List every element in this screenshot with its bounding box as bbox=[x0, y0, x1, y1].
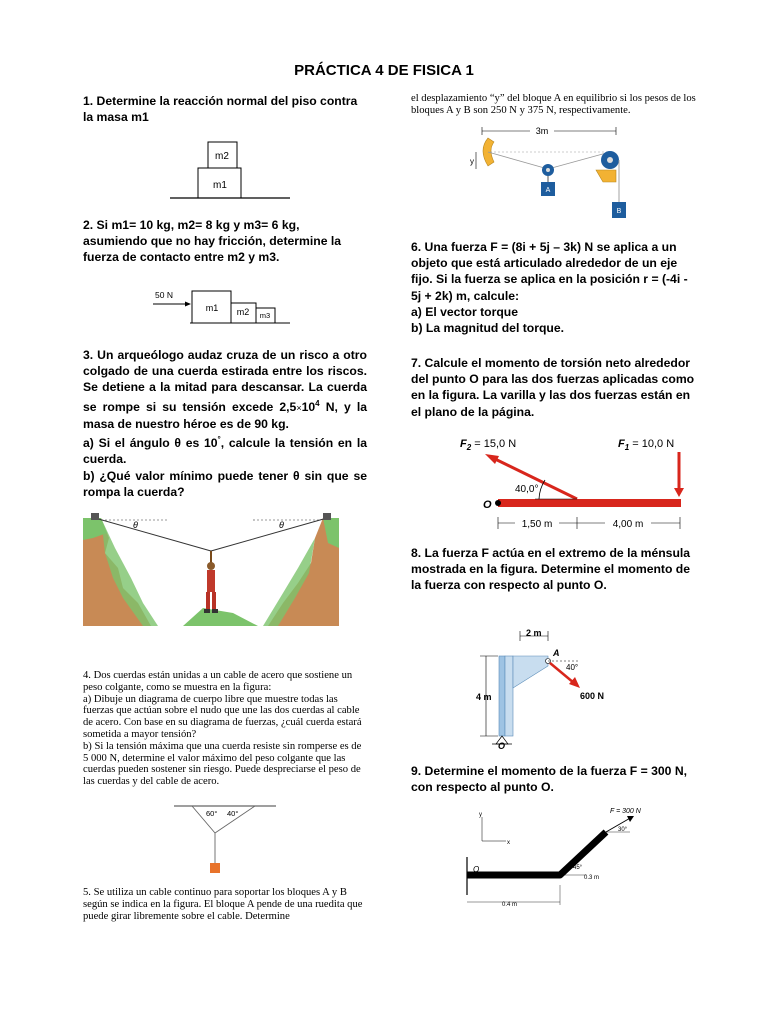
block-a-label: A bbox=[545, 187, 551, 194]
angle-40-label: 40° bbox=[227, 809, 239, 818]
origin-o-label: O bbox=[473, 865, 480, 874]
height-label: 4 m bbox=[476, 692, 492, 702]
bracket-figure bbox=[470, 626, 620, 750]
length-04-label: 0.4 m bbox=[502, 902, 518, 908]
hanging-weight-figure bbox=[170, 803, 280, 881]
y-label: y bbox=[470, 157, 474, 166]
label-m3: m3 bbox=[259, 311, 271, 320]
question-4-text bbox=[83, 670, 369, 788]
angle-label: 40° bbox=[566, 663, 579, 672]
angle-40-label: 40,0° bbox=[515, 484, 539, 495]
f2-label: $F_2 = 15,0$ N bbox=[460, 438, 517, 452]
question-8-text: 8. La fuerza F actúa en el extremo de la ménsula mostrada en la figura. Determine el momento de la fuerza con respecto al punto O. bbox=[411, 546, 691, 593]
theta-right-label: θ bbox=[279, 520, 284, 530]
question-9-text: 9. Determine el momento de la fuerza F = 300 N, con respecto al punto O. bbox=[411, 764, 688, 795]
question-7-text: 7. Calcule el momento de torsión neto alrededor del punto O para las dos fuerzas aplicadas como en la figura. La varilla y las dos fuerzas están en el plano de la página. bbox=[411, 356, 695, 419]
distance-1-label: 1,50 m bbox=[521, 519, 553, 530]
question-5-text: 5. Se utiliza un cable continuo para soportar los bloques A y B según se indica en la figura. El bloque A pende de una ruedita que puede girar libremente sobre el cable. Determine bbox=[83, 887, 363, 922]
cable-pulley-figure bbox=[468, 122, 643, 224]
q3-part-b: b) ¿Qué valor mínimo puede tener θ sin que se rompa la cuerda? bbox=[83, 468, 367, 499]
origin-o-label: O bbox=[498, 741, 506, 750]
y-axis-label: y bbox=[479, 812, 482, 818]
q4-part-a: a) Dibuje un diagrama de cuerpo libre que muestre todas las fuerzas que actúan sobre el nudo que une las dos cuerdas al cable de acero. Con base en su diagrama de fuerzas, ¿cuál cuerda estará sometida a mayor tensión? bbox=[83, 693, 362, 740]
times-symbol: × bbox=[296, 402, 302, 413]
archaeologist-rope-figure bbox=[83, 508, 339, 626]
q6-intro: 6. Una fuerza F = (8i + 5j – 3k) N se aplica a un objeto que está articulado alrededor de un eje fijo. Si la fuerza se aplica en la posición r = (-4i - 5j + 2k) m, calcule: bbox=[411, 240, 688, 303]
q4-part-b: b) Si la tensión máxima que una cuerda resiste sin romperse es de 5 000 N, determine el valor máximo del peso colgante que las cuerdas pueden sostener sin riesgo. Puede despreciarse el peso de las cuerdas y del cable de acero. bbox=[83, 740, 362, 788]
three-blocks-figure bbox=[150, 286, 300, 330]
power-exponent: 4 bbox=[315, 398, 320, 408]
question-1-text: 1. Determine la reacción normal del piso contra la masa m1 bbox=[83, 94, 358, 125]
rod-torque-figure bbox=[455, 430, 705, 534]
q3-part-a-end: , calcule la tensión en la cuerda. bbox=[83, 436, 367, 467]
distance-label: 3m bbox=[535, 126, 549, 136]
stacked-blocks-figure bbox=[160, 138, 300, 200]
bent-bar-figure bbox=[462, 805, 662, 913]
power-base: 10 bbox=[301, 399, 316, 414]
distance-2-label: 4,00 m bbox=[612, 519, 644, 530]
force-label: 600 N bbox=[580, 691, 605, 701]
q3-intro: 3. Un arqueólogo audaz cruza de un risco a otro colgado de una cuerda estirada entre los riscos. Se detiene a la mitad para descansar. La cuerda se rompe si su tensión excede 2,5 bbox=[83, 348, 367, 414]
question-2-text: 2. Si m1= 10 kg, m2= 8 kg y m3= 6 kg, asumiendo que no hay fricción, determine la fuerza de contacto entre m2 y m3. bbox=[83, 218, 342, 265]
label-m1: m1 bbox=[213, 180, 227, 191]
label-m1: m1 bbox=[205, 303, 219, 313]
point-a-label: A bbox=[553, 648, 560, 658]
q6-part-b: b) La magnitud del torque. bbox=[411, 321, 565, 336]
q3-part-a: a) Si el ángulo θ es 10 bbox=[83, 436, 218, 451]
q4-intro: 4. Dos cuerdas están unidas a un cable de acero que sostiene un peso colgante, como se muestra en la figura: bbox=[83, 670, 353, 693]
origin-o-label: O bbox=[483, 499, 492, 511]
angle-60-label: 60° bbox=[206, 809, 218, 818]
label-50n: 50 N bbox=[155, 290, 173, 300]
q3-intro-end: N, y la masa de nuestro héroe es de 90 kg. bbox=[83, 399, 367, 431]
question-5-continuation: el desplazamiento “y” del bloque A en equilibrio si los pesos de los bloques A y B son 250 N y 375 N, respectivamente. bbox=[411, 93, 696, 116]
degree-symbol: ° bbox=[217, 435, 221, 445]
question-3-text bbox=[83, 347, 367, 500]
force-label: F = 300 N bbox=[610, 808, 641, 815]
q6-part-a: a) El vector torque bbox=[411, 304, 519, 319]
label-m2: m2 bbox=[236, 307, 250, 317]
width-label: 2 m bbox=[526, 628, 542, 638]
angle-30-label: 30° bbox=[618, 827, 628, 833]
angle-45-label: 45° bbox=[573, 865, 583, 871]
page-title: PRÁCTICA 4 DE FISICA 1 bbox=[294, 62, 474, 79]
x-axis-label: x bbox=[507, 840, 510, 846]
length-03-label: 0.3 m bbox=[584, 875, 600, 881]
f1-label: $F_1 = 10,0$ N bbox=[618, 438, 675, 452]
label-m2: m2 bbox=[215, 151, 229, 162]
theta-left-label: θ bbox=[133, 520, 138, 530]
question-6-text bbox=[411, 239, 691, 336]
block-b-label: B bbox=[616, 208, 622, 215]
